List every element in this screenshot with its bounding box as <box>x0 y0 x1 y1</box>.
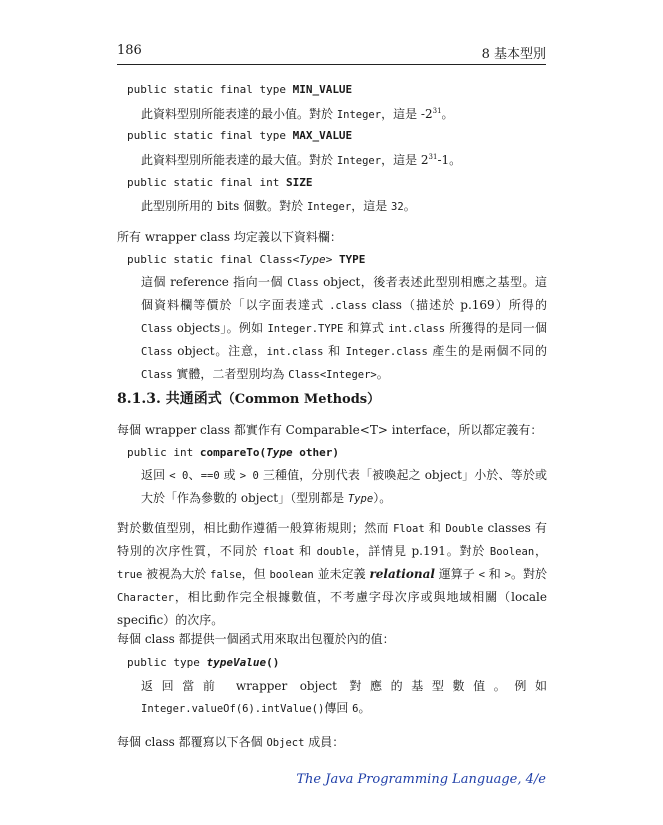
code: Character <box>117 592 174 604</box>
size-declaration <box>127 172 547 194</box>
code: Class <box>141 346 173 358</box>
text: 每個 class 都覆寫以下各個 <box>117 735 267 749</box>
text: 並未定義 <box>313 567 370 581</box>
text: 和 <box>424 521 446 535</box>
text: 返回 <box>141 468 170 482</box>
max-value-description <box>141 149 547 172</box>
text: object。注意， <box>172 344 267 358</box>
code: false <box>210 569 242 581</box>
decl-paren: ( <box>259 446 267 459</box>
decl-prefix: public static final type <box>127 83 293 96</box>
code: Boolean <box>489 546 535 558</box>
type-field-description <box>141 271 547 386</box>
text: 所獲得的是同一個 <box>445 321 547 335</box>
decl-name: MAX_VALUE <box>292 129 353 142</box>
text: objects」。例如 <box>172 321 268 335</box>
code: Class <box>141 369 173 381</box>
header-rule <box>117 64 546 65</box>
min-value-declaration <box>127 79 547 101</box>
text: 。 <box>403 199 416 213</box>
text: 或 <box>219 468 240 482</box>
code-italic: Type <box>347 493 374 505</box>
decl-name: MIN_VALUE <box>292 83 353 96</box>
decl-type: Type <box>299 253 326 266</box>
text: 此資料型別所能表達的最小值。對於 <box>141 107 337 121</box>
page-number: 186 <box>117 43 142 58</box>
code: < <box>478 569 485 581</box>
code: Class <box>141 323 173 335</box>
compare-to-declaration <box>127 442 547 464</box>
section-number: 8.1.3. <box>117 391 161 407</box>
code: Class<Integer> <box>288 369 377 381</box>
wrapper-fields-intro: 所有 wrapper class 均定義以下資料欄： <box>117 230 342 244</box>
code: > 0 <box>239 470 259 482</box>
compare-to-description <box>141 464 547 510</box>
text: ， <box>534 544 547 558</box>
code: Integer.class <box>345 346 428 358</box>
text: 實體，二者型別均為 <box>172 367 289 381</box>
type-value-declaration <box>127 652 547 674</box>
code: < 0 <box>169 470 189 482</box>
text: classes 有特別的次序性質，不同於 <box>117 521 547 558</box>
text: 和 <box>294 544 317 558</box>
superscript: 31 <box>428 153 438 161</box>
code: Integer.valueOf(6).intValue() <box>141 703 325 715</box>
max-value-declaration <box>127 125 547 147</box>
code: Integer <box>336 155 382 167</box>
code: boolean <box>269 569 314 581</box>
text: 、 <box>188 468 201 482</box>
text: 和 <box>484 567 505 581</box>
code: 32 <box>391 201 404 213</box>
text: object，後者表述此型別相應之基型。這個資料欄等價於「以字面表達式 <box>141 275 547 312</box>
text: ，這是 2 <box>381 153 429 167</box>
min-value-description <box>141 103 547 126</box>
text: 三種值，分別代表「被喚起之 object」小於、等於或大於「作為參數的 object」（型別都是 <box>141 468 547 505</box>
decl-prefix: public int <box>127 446 200 459</box>
section-title-en: （Common Methods） <box>221 392 381 407</box>
text: 此資料型別所能表達的最大值。對於 <box>141 153 337 167</box>
text: ）。 <box>373 491 392 505</box>
decl-prefix: public static final Class< <box>127 253 300 266</box>
text: ，這是 -2 <box>381 107 433 121</box>
code: .class <box>329 300 368 312</box>
decl-name: typeValue <box>206 656 267 669</box>
text: 產生的是兩個不同的 <box>427 344 547 358</box>
text: 返回當前 wrapper object 對應的基型數值。例如 <box>141 679 547 693</box>
text: 。 <box>441 107 454 121</box>
text: 。 <box>358 701 371 715</box>
text: 這個 reference 指向一個 <box>141 275 288 289</box>
code: int.class <box>266 346 324 358</box>
code: > <box>504 569 511 581</box>
code: Object <box>266 737 305 749</box>
text: -1。 <box>437 153 462 167</box>
decl-prefix: public static final type <box>127 129 293 142</box>
text: 運算子 <box>434 567 479 581</box>
text: 被視為大於 <box>142 567 211 581</box>
decl-prefix: public static final int <box>127 176 286 189</box>
book-title-footer: The Java Programming Language, 4/e <box>296 772 546 787</box>
code: int.class <box>388 323 446 335</box>
text: 對於數值型別，相比動作遵循一般算術規則；然而 <box>117 521 394 535</box>
text: 傳回 <box>324 701 353 715</box>
text: ，相比動作完全根據數值，不考慮字母次序或與地域相關（locale specific）的次序。 <box>117 590 547 627</box>
decl-name: compareTo <box>199 446 260 459</box>
text: 。 <box>376 367 389 381</box>
text: 。對於 <box>510 567 547 581</box>
decl-suffix: > <box>325 253 339 266</box>
text: class（描述於 p.169）所得的 <box>367 298 547 312</box>
code: float <box>262 546 295 558</box>
decl-type: Type <box>266 446 293 459</box>
text: 和算式 <box>343 321 389 335</box>
text: ，詳情見 p.191。對於 <box>354 544 490 558</box>
object-members-intro <box>117 731 547 754</box>
type-value-description <box>141 675 547 720</box>
text: ，但 <box>241 567 270 581</box>
decl-name: SIZE <box>285 176 313 189</box>
text: 成員： <box>304 735 345 749</box>
section-heading <box>117 388 380 408</box>
text: 和 <box>323 344 346 358</box>
superscript: 31 <box>432 107 442 115</box>
text: ，這是 <box>351 199 392 213</box>
decl-suffix: () <box>266 656 280 669</box>
code: ==0 <box>200 470 220 482</box>
text: 此型別所用的 bits 個數。對於 <box>141 199 307 213</box>
comparable-intro: 每個 wrapper class 都實作有 Comparable<T> interface，所以都定義有： <box>117 423 543 437</box>
ordering-paragraph <box>117 517 547 631</box>
code: Integer <box>306 201 352 213</box>
emphasis: relational <box>369 567 435 581</box>
code: 6 <box>352 703 359 715</box>
code: Double <box>445 523 484 535</box>
value-intro: 每個 class 都提供一個函式用來取出包覆於內的值： <box>117 632 395 646</box>
size-description <box>141 195 547 218</box>
section-title: 共通函式 <box>160 391 222 407</box>
type-field-declaration <box>127 249 547 271</box>
decl-param: other) <box>292 446 339 459</box>
code: Integer <box>336 109 382 121</box>
decl-name: TYPE <box>338 253 366 266</box>
code: Integer.TYPE <box>267 323 344 335</box>
chapter-title: 8 基本型別 <box>481 47 546 62</box>
code: true <box>117 569 143 581</box>
code: Float <box>393 523 425 535</box>
decl-prefix: public type <box>127 656 207 669</box>
code: double <box>316 546 355 558</box>
code: Class <box>287 277 319 289</box>
